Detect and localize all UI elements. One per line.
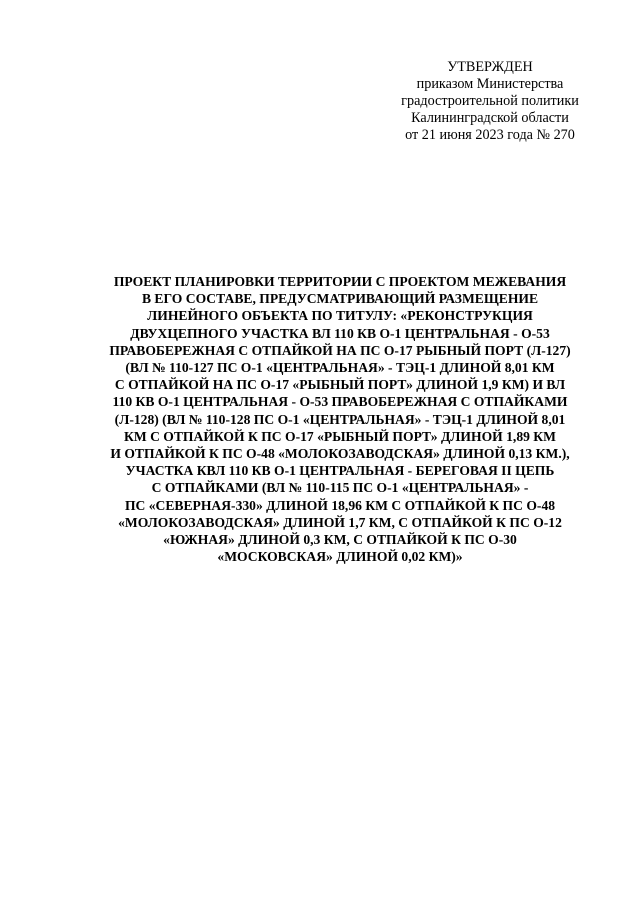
title-line: ДВУХЦЕПНОГО УЧАСТКА ВЛ 110 КВ О-1 ЦЕНТРАЛЬНАЯ - О-53 (130, 325, 550, 341)
title-line: С ОТПАЙКОЙ НА ПС О-17 «РЫБНЫЙ ПОРТ» ДЛИНОЙ 1,9 КМ) И ВЛ (114, 377, 566, 393)
title-line: «ЮЖНАЯ» ДЛИНОЙ 0,3 КМ, С ОТПАЙКОЙ К ПС О-30 (163, 532, 517, 548)
title-line: С ОТПАЙКАМИ (ВЛ № 110-115 ПС О-1 «ЦЕНТРАЛЬНАЯ» - (151, 480, 529, 496)
title-line: И ОТПАЙКОЙ К ПС О-48 «МОЛОКОЗАВОДСКАЯ» ДЛИНОЙ 0,13 КМ.), (110, 446, 570, 462)
title-line: В ЕГО СОСТАВЕ, ПРЕДУСМАТРИВАЮЩИЙ РАЗМЕЩЕНИЕ (141, 291, 539, 307)
approval-line: приказом Министерства (416, 76, 564, 92)
document-title (60, 273, 620, 565)
title-line: ПРОЕКТ ПЛАНИРОВКИ ТЕРРИТОРИИ С ПРОЕКТОМ МЕЖЕВАНИЯ (113, 274, 567, 289)
title-line: 110 КВ О-1 ЦЕНТРАЛЬНАЯ - О-53 ПРАВОБЕРЕЖНАЯ С ОТПАЙКАМИ (112, 394, 568, 410)
title-line: ПРАВОБЕРЕЖНАЯ С ОТПАЙКОЙ НА ПС О-17 РЫБНЫЙ ПОРТ (Л-127) (109, 342, 571, 358)
title-line: (Л-128) (ВЛ № 110-128 ПС О-1 «ЦЕНТРАЛЬНАЯ» - ТЭЦ-1 ДЛИНОЙ 8,01 (114, 411, 566, 427)
approval-line: градостроительной политики (401, 93, 579, 109)
approval-stamp (360, 59, 620, 144)
title-line: «МОЛОКОЗАВОДСКАЯ» ДЛИНОЙ 1,7 КМ, С ОТПАЙКОЙ К ПС О-12 (118, 514, 562, 530)
title-line: ПС «СЕВЕРНАЯ-330» ДЛИНОЙ 18,96 КМ С ОТПАЙКОЙ К ПС О-48 (124, 497, 556, 513)
approval-date-line: от 21 июня 2023 года № 270 (405, 127, 575, 143)
title-line: УЧАСТКА КВЛ 110 КВ О-1 ЦЕНТРАЛЬНАЯ - БЕРЕГОВАЯ II ЦЕПЬ (125, 463, 555, 479)
title-line: ЛИНЕЙНОГО ОБЪЕКТА ПО ТИТУЛУ: «РЕКОНСТРУКЦИЯ (147, 308, 533, 324)
approval-line: Калининградской области (411, 110, 569, 126)
approval-heading: УТВЕРЖДЕН (447, 59, 533, 75)
title-line: КМ С ОТПАЙКОЙ К ПС О-17 «РЫБНЫЙ ПОРТ» ДЛИНОЙ 1,89 КМ (123, 428, 556, 444)
title-line: (ВЛ № 110-127 ПС О-1 «ЦЕНТРАЛЬНАЯ» - ТЭЦ-1 ДЛИНОЙ 8,01 КМ (125, 360, 555, 376)
title-line: «МОСКОВСКАЯ» ДЛИНОЙ 0,02 КМ)» (217, 549, 463, 565)
